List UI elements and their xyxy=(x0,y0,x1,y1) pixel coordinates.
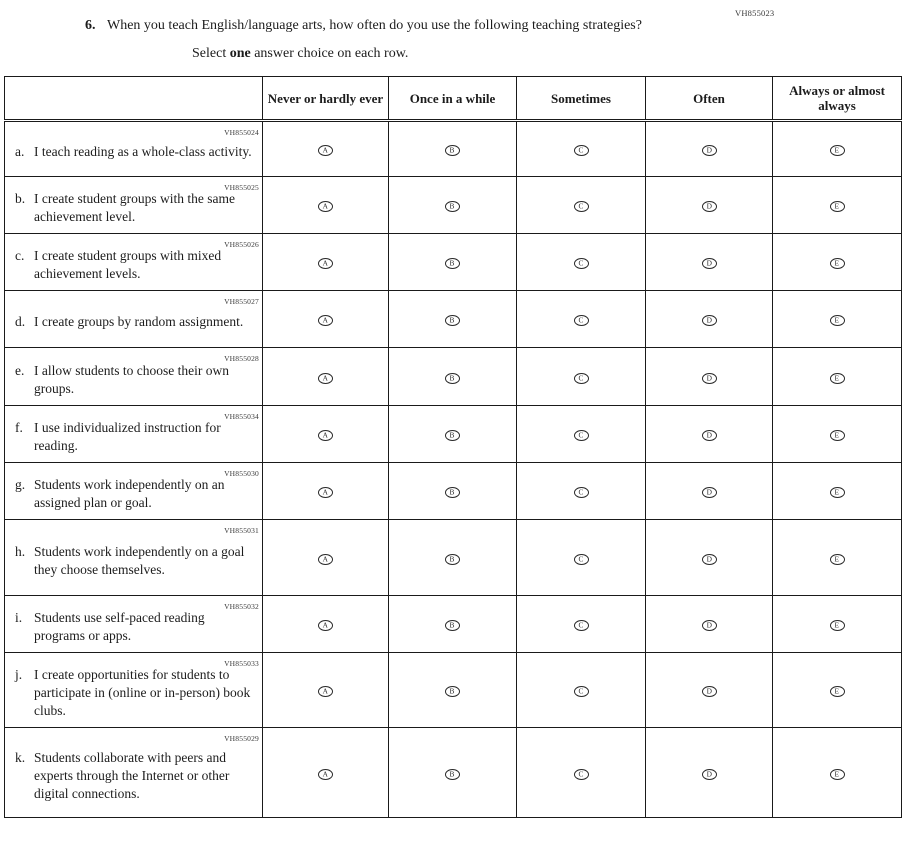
answer-bubble-d[interactable] xyxy=(702,686,717,697)
row-letter: j. xyxy=(15,667,23,682)
answer-bubble-e[interactable] xyxy=(830,145,845,156)
answer-cell xyxy=(263,653,389,728)
answer-bubble-d[interactable] xyxy=(702,315,717,326)
answer-bubble-e[interactable] xyxy=(830,620,845,631)
instruction-bold-word: one xyxy=(229,46,251,61)
answer-cell xyxy=(389,728,517,818)
bubble-letter: E xyxy=(834,769,840,778)
bubble-letter: D xyxy=(706,145,712,155)
answer-cell xyxy=(389,653,517,728)
bubble-letter: C xyxy=(578,554,584,563)
row-code: VH855031 xyxy=(224,526,259,535)
row-label xyxy=(13,143,258,161)
answer-cell xyxy=(517,520,646,596)
row-text: I use individualized instruction for reading. xyxy=(34,420,221,453)
answer-bubble-e[interactable] xyxy=(830,201,845,212)
row-text: I create student groups with the same achievement level. xyxy=(34,191,235,224)
bubble-letter: B xyxy=(450,373,455,382)
answer-bubble-e[interactable] xyxy=(830,686,845,697)
bubble-letter: A xyxy=(322,769,329,778)
row-stem xyxy=(5,121,263,177)
answer-cell xyxy=(263,121,389,177)
answer-cell xyxy=(773,177,902,234)
row-text: I allow students to choose their own groups. xyxy=(34,362,229,396)
form-code: VH855023 xyxy=(735,8,775,18)
answer-cell xyxy=(646,463,773,520)
answer-cell xyxy=(773,653,902,728)
question-number: 6. xyxy=(85,18,96,33)
answer-bubble-b[interactable] xyxy=(445,145,460,156)
row-text: I create groups by random assignment. xyxy=(34,314,244,329)
answer-bubble-c[interactable] xyxy=(574,145,589,156)
row-stem xyxy=(5,177,263,234)
row-stem xyxy=(5,653,263,728)
answer-cell xyxy=(773,121,902,177)
bubble-letter: B xyxy=(450,554,455,563)
bubble-letter: D xyxy=(706,487,712,497)
row-code: VH855033 xyxy=(224,659,259,668)
bubble-letter: C xyxy=(578,201,584,211)
answer-bubble-a[interactable] xyxy=(318,430,333,441)
row-letter: e. xyxy=(15,362,25,378)
bubble-letter: D xyxy=(706,769,712,778)
row-text: Students work independently on an assigned plan or goal. xyxy=(34,477,225,510)
answer-bubble-d[interactable] xyxy=(702,769,717,780)
bubble-letter: B xyxy=(450,769,455,778)
bubble-letter: D xyxy=(706,373,712,382)
row-label xyxy=(13,419,258,455)
row-label xyxy=(13,749,258,803)
table-row xyxy=(5,463,902,520)
bubble-letter: D xyxy=(706,620,712,630)
bubble-letter: C xyxy=(578,373,584,382)
table-row xyxy=(5,653,902,728)
answer-bubble-b[interactable] xyxy=(445,373,460,384)
bubble-letter: E xyxy=(834,201,840,211)
answer-cell xyxy=(263,596,389,653)
answer-cell xyxy=(389,291,517,348)
bubble-letter: C xyxy=(578,686,584,696)
bubble-letter: D xyxy=(706,315,712,325)
answer-cell xyxy=(389,596,517,653)
row-stem xyxy=(5,463,263,520)
answer-cell xyxy=(263,348,389,406)
bubble-letter: A xyxy=(322,430,329,440)
bubble-letter: D xyxy=(706,686,712,696)
bubble-letter: B xyxy=(450,686,455,696)
answer-cell xyxy=(517,121,646,177)
bubble-letter: E xyxy=(834,620,840,630)
question-block xyxy=(0,0,695,63)
answer-bubble-e[interactable] xyxy=(830,769,845,780)
answer-bubble-d[interactable] xyxy=(702,620,717,631)
column-header: Often xyxy=(646,77,773,121)
answer-bubble-e[interactable] xyxy=(830,554,845,565)
row-letter: h. xyxy=(15,543,26,559)
bubble-letter: B xyxy=(450,487,455,497)
table-row xyxy=(5,121,902,177)
table-row xyxy=(5,348,902,406)
answer-cell xyxy=(389,520,517,596)
bubble-letter: D xyxy=(706,258,712,268)
row-label xyxy=(13,609,258,645)
answer-bubble-a[interactable] xyxy=(318,258,333,269)
answer-cell xyxy=(517,653,646,728)
row-stem xyxy=(5,348,263,406)
row-label xyxy=(13,543,258,579)
row-stem xyxy=(5,728,263,818)
answer-cell xyxy=(646,520,773,596)
answer-bubble-e[interactable] xyxy=(830,315,845,326)
answer-bubble-c[interactable] xyxy=(574,487,589,498)
bubble-letter: A xyxy=(322,487,329,497)
answer-cell xyxy=(517,728,646,818)
answer-bubble-a[interactable] xyxy=(318,145,333,156)
answer-bubble-c[interactable] xyxy=(574,686,589,697)
answer-cell xyxy=(517,406,646,463)
bubble-letter: A xyxy=(322,686,329,696)
row-stem xyxy=(5,520,263,596)
answer-bubble-d[interactable] xyxy=(702,373,717,384)
answer-cell xyxy=(263,291,389,348)
answer-bubble-e[interactable] xyxy=(830,258,845,269)
answer-bubble-a[interactable] xyxy=(318,487,333,498)
answer-bubble-b[interactable] xyxy=(445,430,460,441)
bubble-letter: A xyxy=(322,315,329,325)
answer-cell xyxy=(646,728,773,818)
answer-cell xyxy=(773,463,902,520)
row-label xyxy=(13,362,258,398)
column-header: Once in a while xyxy=(389,77,517,121)
answer-bubble-e[interactable] xyxy=(830,487,845,498)
table-row xyxy=(5,234,902,291)
row-letter: g. xyxy=(15,477,26,492)
answer-bubble-c[interactable] xyxy=(574,620,589,631)
bubble-letter: C xyxy=(578,769,584,778)
row-text: Students collaborate with peers and experts through the Internet or other digital connections. xyxy=(34,749,230,801)
answer-bubble-c[interactable] xyxy=(574,373,589,384)
answer-cell xyxy=(517,348,646,406)
answer-bubble-b[interactable] xyxy=(445,487,460,498)
answer-cell xyxy=(773,234,902,291)
answer-bubble-b[interactable] xyxy=(445,315,460,326)
bubble-letter: B xyxy=(450,258,455,268)
row-stem xyxy=(5,596,263,653)
answer-bubble-d[interactable] xyxy=(702,201,717,212)
answer-bubble-c[interactable] xyxy=(574,430,589,441)
table-header-row xyxy=(5,77,902,121)
answer-bubble-d[interactable] xyxy=(702,487,717,498)
row-stem xyxy=(5,406,263,463)
row-code: VH855028 xyxy=(224,354,259,363)
bubble-letter: E xyxy=(834,554,840,563)
bubble-letter: A xyxy=(322,145,329,155)
answer-bubble-a[interactable] xyxy=(318,620,333,631)
bubble-letter: B xyxy=(450,430,455,440)
table-row xyxy=(5,728,902,818)
row-label xyxy=(13,666,258,720)
bubble-letter: E xyxy=(834,686,840,696)
row-text: I teach reading as a whole-class activity. xyxy=(34,144,252,159)
answer-bubble-b[interactable] xyxy=(445,620,460,631)
answer-cell xyxy=(517,291,646,348)
column-header: Sometimes xyxy=(517,77,646,121)
answer-cell xyxy=(389,406,517,463)
answer-bubble-b[interactable] xyxy=(445,554,460,565)
table-row xyxy=(5,291,902,348)
bubble-letter: D xyxy=(706,430,712,440)
answer-cell xyxy=(517,596,646,653)
row-label xyxy=(13,247,258,283)
answer-bubble-c[interactable] xyxy=(574,769,589,780)
row-letter: f. xyxy=(15,420,23,435)
bubble-letter: A xyxy=(322,620,329,630)
bubble-letter: B xyxy=(450,145,455,155)
answer-cell xyxy=(646,291,773,348)
answer-cell xyxy=(646,348,773,406)
row-text: Students work independently on a goal they choose themselves. xyxy=(34,543,245,577)
bubble-letter: C xyxy=(578,487,584,497)
answer-bubble-e[interactable] xyxy=(830,373,845,384)
instruction-prefix: Select xyxy=(192,46,230,61)
answer-bubble-b[interactable] xyxy=(445,686,460,697)
row-code: VH855025 xyxy=(224,183,259,192)
row-code: VH855029 xyxy=(224,734,259,743)
row-stem xyxy=(5,234,263,291)
bubble-letter: A xyxy=(322,258,329,268)
row-letter: d. xyxy=(15,314,26,329)
bubble-letter: A xyxy=(322,201,329,211)
answer-cell xyxy=(773,596,902,653)
answer-bubble-a[interactable] xyxy=(318,686,333,697)
answer-bubble-c[interactable] xyxy=(574,201,589,212)
bubble-letter: E xyxy=(834,373,840,382)
bubble-letter: C xyxy=(578,315,584,325)
row-letter: a. xyxy=(15,144,25,159)
answer-bubble-d[interactable] xyxy=(702,258,717,269)
bubble-letter: C xyxy=(578,145,584,155)
table-row xyxy=(5,177,902,234)
answer-cell xyxy=(773,728,902,818)
row-code: VH855034 xyxy=(224,412,259,421)
row-code: VH855027 xyxy=(224,297,259,306)
answer-cell xyxy=(646,406,773,463)
row-text: I create opportunities for students to participate in (online or in-person) book clubs. xyxy=(34,667,251,718)
answer-cell xyxy=(389,463,517,520)
row-code: VH855030 xyxy=(224,469,259,478)
answer-bubble-a[interactable] xyxy=(318,201,333,212)
answer-bubble-a[interactable] xyxy=(318,373,333,384)
instruction-text xyxy=(192,44,695,63)
answer-cell xyxy=(389,121,517,177)
bubble-letter: E xyxy=(834,258,840,268)
answer-cell xyxy=(646,177,773,234)
answer-bubble-a[interactable] xyxy=(318,554,333,565)
answer-bubble-e[interactable] xyxy=(830,430,845,441)
bubble-letter: C xyxy=(578,430,584,440)
bubble-letter: B xyxy=(450,201,455,211)
answer-cell xyxy=(773,291,902,348)
row-code: VH855026 xyxy=(224,240,259,249)
answer-cell xyxy=(263,520,389,596)
bubble-letter: A xyxy=(322,373,329,382)
row-code: VH855024 xyxy=(224,128,259,137)
bubble-letter: D xyxy=(706,554,712,563)
bubble-letter: C xyxy=(578,258,584,268)
table-row xyxy=(5,520,902,596)
bubble-letter: C xyxy=(578,620,584,630)
answer-cell xyxy=(773,406,902,463)
answer-cell xyxy=(646,653,773,728)
row-label xyxy=(13,313,258,331)
answer-cell xyxy=(389,348,517,406)
answer-bubble-a[interactable] xyxy=(318,769,333,780)
row-stem xyxy=(5,291,263,348)
answer-bubble-c[interactable] xyxy=(574,554,589,565)
bubble-letter: E xyxy=(834,430,840,440)
answer-bubble-d[interactable] xyxy=(702,145,717,156)
bubble-letter: B xyxy=(450,315,455,325)
row-code: VH855032 xyxy=(224,602,259,611)
answer-cell xyxy=(389,177,517,234)
answer-cell xyxy=(263,406,389,463)
bubble-letter: E xyxy=(834,145,840,155)
answer-bubble-b[interactable] xyxy=(445,769,460,780)
row-label xyxy=(13,190,258,226)
answer-cell xyxy=(646,121,773,177)
bubble-letter: B xyxy=(450,620,455,630)
answer-cell xyxy=(263,177,389,234)
strategies-table xyxy=(4,76,902,818)
bubble-letter: E xyxy=(834,315,840,325)
bubble-letter: D xyxy=(706,201,712,211)
table-row xyxy=(5,406,902,463)
row-letter: k. xyxy=(15,749,26,765)
answer-bubble-a[interactable] xyxy=(318,315,333,326)
answer-cell xyxy=(773,348,902,406)
row-letter: b. xyxy=(15,191,26,206)
answer-cell xyxy=(773,520,902,596)
row-letter: i. xyxy=(15,610,23,625)
row-text: I create student groups with mixed achievement levels. xyxy=(34,248,222,281)
row-text: Students use self-paced reading programs or apps. xyxy=(34,610,205,643)
bubble-letter: A xyxy=(322,554,329,563)
instruction-suffix: answer choice on each row. xyxy=(250,46,409,61)
answer-bubble-b[interactable] xyxy=(445,258,460,269)
answer-cell xyxy=(646,596,773,653)
answer-cell xyxy=(389,234,517,291)
row-label xyxy=(13,476,258,512)
table-row xyxy=(5,596,902,653)
column-header: Never or hardly ever xyxy=(263,77,389,121)
row-letter: c. xyxy=(15,248,25,263)
answer-cell xyxy=(517,177,646,234)
answer-cell xyxy=(517,234,646,291)
answer-cell xyxy=(263,728,389,818)
question-text: When you teach English/language arts, how often do you use the following teaching strategies? xyxy=(107,18,642,33)
answer-cell xyxy=(517,463,646,520)
column-header: Always or almost always xyxy=(773,77,902,121)
answer-bubble-d[interactable] xyxy=(702,430,717,441)
answer-cell xyxy=(263,234,389,291)
answer-bubble-c[interactable] xyxy=(574,258,589,269)
stem-header-cell xyxy=(5,77,263,121)
answer-bubble-b[interactable] xyxy=(445,201,460,212)
answer-bubble-d[interactable] xyxy=(702,554,717,565)
bubble-letter: E xyxy=(834,487,840,497)
answer-cell xyxy=(646,234,773,291)
answer-bubble-c[interactable] xyxy=(574,315,589,326)
answer-cell xyxy=(263,463,389,520)
